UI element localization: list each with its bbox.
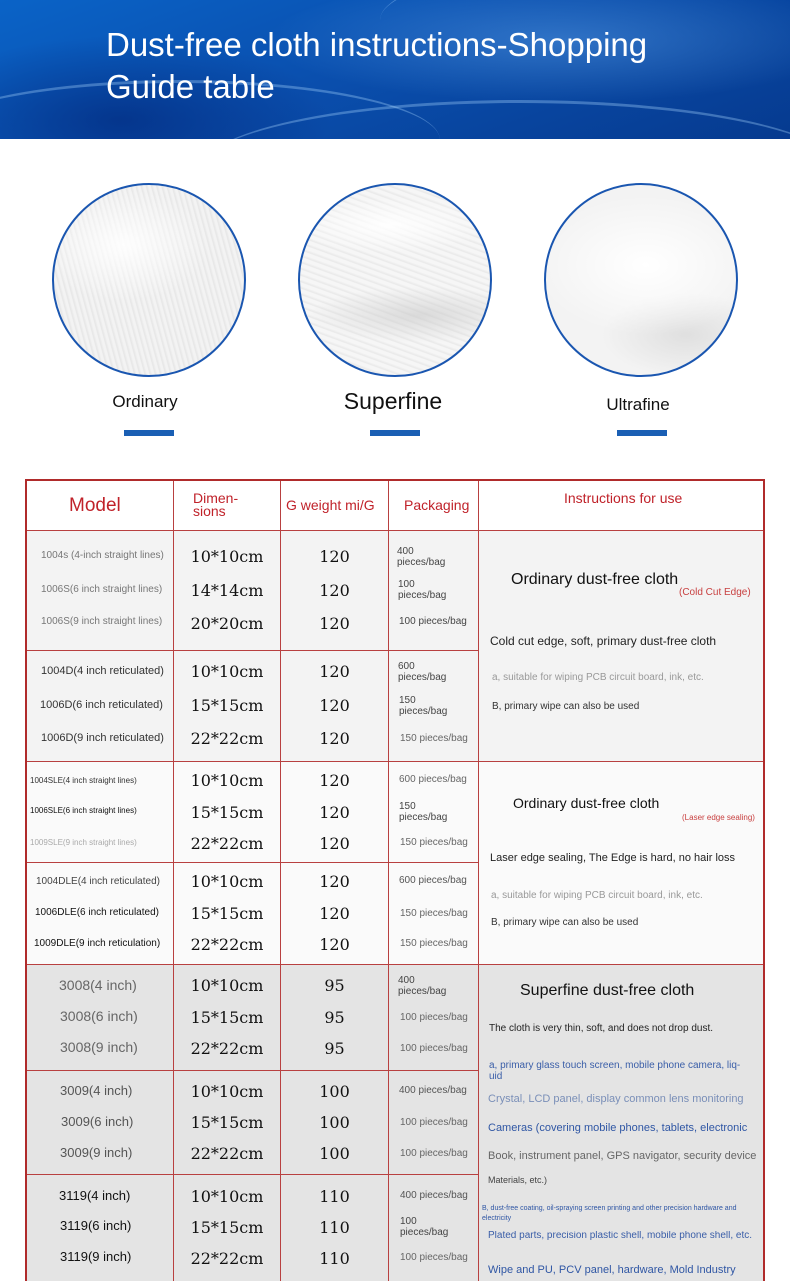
table-row-weight: 100 xyxy=(319,1144,350,1163)
table-row-weight: 120 xyxy=(319,547,350,566)
table-row-model: 1004s (4-inch straight lines) xyxy=(41,550,164,561)
table-row-packaging: 600 pieces/bag xyxy=(399,774,467,785)
table-row-model: 1006DLE(6 inch reticulated) xyxy=(35,907,159,918)
table-row-weight: 120 xyxy=(319,803,350,822)
table-row-packaging: 100 pieces/bag xyxy=(399,616,467,627)
table-divider xyxy=(27,1174,478,1175)
table-row-model: 1006D(9 inch reticulated) xyxy=(41,732,164,744)
table-row-dimensions: 15*15cm xyxy=(190,904,264,923)
table-row-weight: 120 xyxy=(319,696,350,715)
table-row-weight: 95 xyxy=(324,1039,345,1058)
instructions-tag: (Laser edge sealing) xyxy=(682,813,755,822)
table-row-dimensions: 22*22cm xyxy=(190,935,264,954)
table-row-packaging: 150 pieces/bag xyxy=(400,837,468,848)
table-row-packaging: 150 pieces/bag xyxy=(400,733,468,744)
instructions-title: Ordinary dust-free cloth xyxy=(511,571,679,588)
table-row-packaging: 600 pieces/bag xyxy=(398,661,447,683)
table-row-dimensions: 10*10cm xyxy=(190,547,264,566)
instructions-title: Superfine dust-free cloth xyxy=(520,982,695,999)
table-row-model: 1004DLE(4 inch reticulated) xyxy=(36,876,160,887)
instructions-line: Wipe and PU, PCV panel, hardware, Mold Industry xyxy=(488,1264,736,1276)
instructions-line: B, primary wipe can also be used xyxy=(492,701,640,712)
table-row-packaging: 100 pieces/bag xyxy=(400,1216,449,1238)
table-divider xyxy=(27,964,763,965)
table-row-model: 3008(9 inch) xyxy=(60,1039,138,1055)
table-row-model: 1009DLE(9 inch reticulation) xyxy=(34,938,161,949)
table-row-packaging: 400 pieces/bag xyxy=(399,1085,467,1096)
table-row-model: 1004SLE(4 inch straight lines) xyxy=(30,776,137,785)
instructions-line: B, primary wipe can also be used xyxy=(491,917,639,928)
header-banner xyxy=(0,0,790,139)
table-row-weight: 120 xyxy=(319,662,350,681)
table-row-weight: 120 xyxy=(319,935,350,954)
table-row-weight: 95 xyxy=(324,976,345,995)
table-row-model: 3119(9 inch) xyxy=(60,1249,132,1264)
table-row-weight: 120 xyxy=(319,771,350,790)
table-divider xyxy=(27,1070,478,1071)
table-row-model: 3009(6 inch) xyxy=(61,1114,134,1129)
table-row-weight: 110 xyxy=(319,1249,350,1268)
instructions-line: Cold cut edge, soft, primary dust-free cloth xyxy=(490,634,717,648)
table-row-dimensions: 14*14cm xyxy=(190,581,264,600)
table-divider xyxy=(173,481,174,1281)
table-row-dimensions: 22*22cm xyxy=(190,1144,264,1163)
table-row-dimensions: 20*20cm xyxy=(190,614,264,633)
instructions-title: Ordinary dust-free cloth xyxy=(513,795,660,811)
instructions-line: Book, instrument panel, GPS navigator, security device xyxy=(488,1150,757,1162)
table-row-dimensions: 10*10cm xyxy=(190,1082,264,1101)
swatch-ordinary xyxy=(52,183,246,377)
table-row-weight: 120 xyxy=(319,904,350,923)
table-row-dimensions: 10*10cm xyxy=(190,872,264,891)
table-row-dimensions: 15*15cm xyxy=(190,696,264,715)
table-row-packaging: 100 pieces/bag xyxy=(400,1117,468,1128)
table-row-weight: 120 xyxy=(319,614,350,633)
table-row-model: 1006D(6 inch reticulated) xyxy=(40,699,163,711)
table-row-weight: 100 xyxy=(319,1113,350,1132)
table-row-dimensions: 15*15cm xyxy=(190,803,264,822)
swatch-label-ordinary: Ordinary xyxy=(112,392,178,411)
header-model: Model xyxy=(69,495,121,516)
table-row-model: 3119(4 inch) xyxy=(59,1188,131,1203)
table-divider xyxy=(280,481,281,1281)
table-divider xyxy=(27,650,478,651)
swatch-underline-ordinary xyxy=(124,430,174,436)
table-row-model: 3119(6 inch) xyxy=(60,1218,132,1233)
table-row-packaging: 400 pieces/bag xyxy=(397,546,446,568)
instructions-tag: (Cold Cut Edge) xyxy=(679,587,751,598)
table-row-packaging: 150 pieces/bag xyxy=(400,908,468,919)
table-row-dimensions: 15*15cm xyxy=(190,1008,264,1027)
fabric-image-ultrafine xyxy=(544,183,738,377)
fabric-image-ordinary xyxy=(52,183,246,377)
table-row-weight: 120 xyxy=(319,834,350,853)
table-row-dimensions: 22*22cm xyxy=(190,729,264,748)
header-packaging: Packaging xyxy=(404,497,470,513)
table-row-packaging: 100 pieces/bag xyxy=(400,1148,468,1159)
table-row-dimensions: 10*10cm xyxy=(190,662,264,681)
table-divider xyxy=(478,481,479,1281)
table-row-weight: 120 xyxy=(319,872,350,891)
table-row-dimensions: 22*22cm xyxy=(190,834,264,853)
table-row-model: 3009(9 inch) xyxy=(60,1145,133,1160)
instructions-line: a, primary glass touch screen, mobile phone camera, liq- uid xyxy=(489,1060,741,1082)
instructions-line: Plated parts, precision plastic shell, mobile phone shell, etc. xyxy=(488,1231,753,1241)
table-divider xyxy=(27,761,763,762)
table-row-dimensions: 15*15cm xyxy=(190,1218,264,1237)
table-divider xyxy=(388,481,389,1281)
table-row-model: 1004D(4 inch reticulated) xyxy=(41,665,164,677)
instructions-line: B, dust-free coating, oil-spraying screen printing and other precision hardware and electricity xyxy=(482,1205,737,1222)
swatch-label-superfine: Superfine xyxy=(343,388,443,414)
table-row-dimensions: 15*15cm xyxy=(190,1113,264,1132)
swatch-underline-superfine xyxy=(370,430,420,436)
instructions-line: The cloth is very thin, soft, and does not drop dust. xyxy=(489,1023,714,1034)
table-row-dimensions: 22*22cm xyxy=(190,1039,264,1058)
table-row-packaging: 400 pieces/bag xyxy=(400,1190,468,1201)
table-row-model: 1006SLE(6 inch straight lines) xyxy=(30,806,137,815)
swatch-superfine xyxy=(298,183,492,377)
table-row-packaging: 150 pieces/bag xyxy=(399,801,448,823)
instructions-line: a, suitable for wiping PCB circuit board, ink, etc. xyxy=(491,890,703,901)
table-row-weight: 95 xyxy=(324,1008,345,1027)
table-row-packaging: 150 pieces/bag xyxy=(399,695,448,717)
table-row-dimensions: 10*10cm xyxy=(190,1187,264,1206)
table-row-packaging: 100 pieces/bag xyxy=(398,579,447,601)
table-row-weight: 100 xyxy=(319,1082,350,1101)
table-row-packaging: 100 pieces/bag xyxy=(400,1012,468,1023)
instructions-line: Laser edge sealing, The Edge is hard, no hair loss xyxy=(490,852,736,864)
table-divider xyxy=(27,862,478,863)
swatch-underline-ultrafine xyxy=(617,430,667,436)
table-row-dimensions: 22*22cm xyxy=(190,1249,264,1268)
table-row-packaging: 400 pieces/bag xyxy=(398,975,447,997)
table-row-packaging: 600 pieces/bag xyxy=(399,875,467,886)
instructions-line: Cameras (covering mobile phones, tablets, electronic xyxy=(488,1122,748,1134)
header-instructions: Instructions for use xyxy=(564,490,683,506)
table-row-model: 1009SLE(9 inch straight lines) xyxy=(30,838,137,847)
table-row-packaging: 150 pieces/bag xyxy=(400,938,468,949)
page-title: Dust-free cloth instructions-Shopping Guide table xyxy=(106,26,648,105)
table-row-model: 1006S(6 inch straight lines) xyxy=(41,584,163,595)
swatch-ultrafine xyxy=(544,183,738,377)
swatch-label-ultrafine: Ultrafine xyxy=(606,395,670,414)
table-row-weight: 120 xyxy=(319,581,350,600)
instructions-line: Crystal, LCD panel, display common lens monitoring xyxy=(488,1093,744,1105)
table-row-packaging: 100 pieces/bag xyxy=(400,1043,468,1054)
table-row-model: 3008(6 inch) xyxy=(60,1008,138,1024)
table-row-model: 3008(4 inch) xyxy=(59,977,137,993)
instructions-line: Materials, etc.) xyxy=(488,1175,548,1185)
table-row-weight: 120 xyxy=(319,729,350,748)
table-row-weight: 110 xyxy=(319,1187,350,1206)
table-row-weight: 110 xyxy=(319,1218,350,1237)
header-dimensions: Dimen- sions xyxy=(193,490,239,519)
table-row-dimensions: 10*10cm xyxy=(190,771,264,790)
table-row-model: 1006S(9 inch straight lines) xyxy=(41,616,163,627)
table-row-model: 3009(4 inch) xyxy=(60,1083,133,1098)
table-row-dimensions: 10*10cm xyxy=(190,976,264,995)
table-row-packaging: 100 pieces/bag xyxy=(400,1252,468,1263)
fabric-image-superfine xyxy=(298,183,492,377)
instructions-line: a, suitable for wiping PCB circuit board, ink, etc. xyxy=(492,672,704,683)
header-weight: G weight mi/G xyxy=(286,497,375,513)
